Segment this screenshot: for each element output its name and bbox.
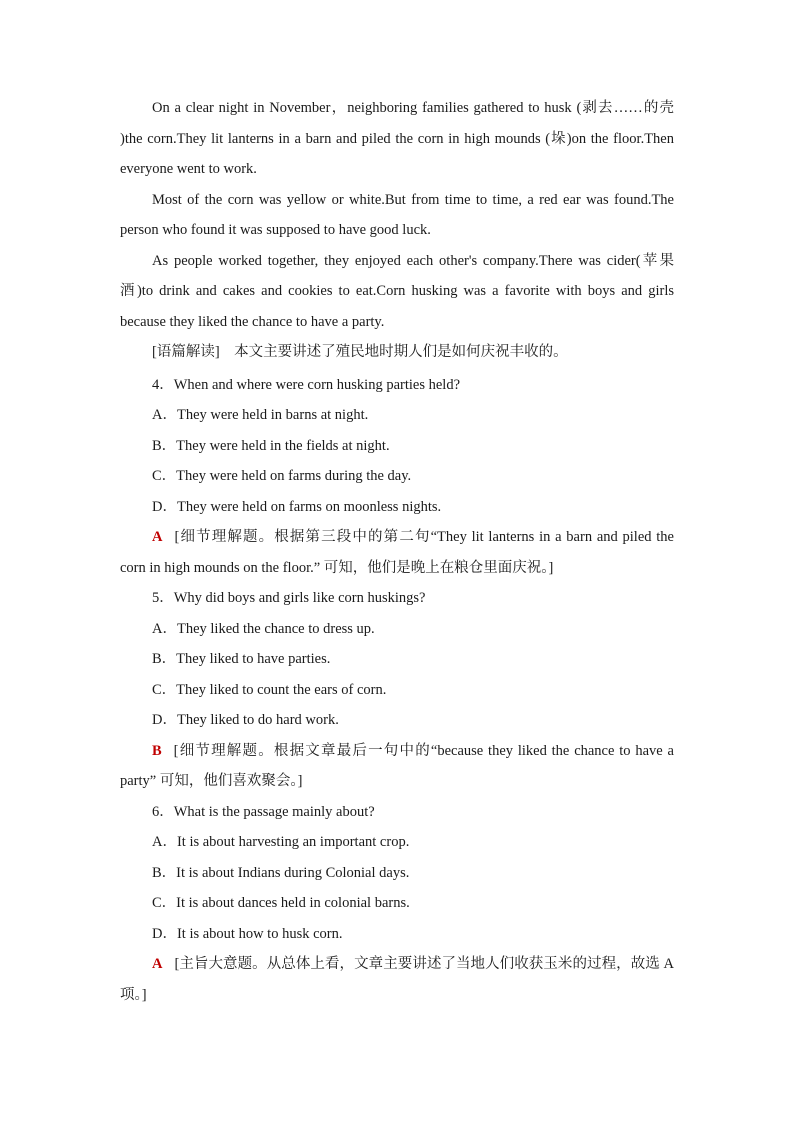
answer-explanation	[120, 522, 674, 583]
option-d: D．They liked to do hard work.	[152, 712, 339, 728]
question-4	[120, 370, 674, 584]
explanation-text: [细节理解题。根据文章最后一句中的“because they liked the chance to have a party” 可知，他们喜欢聚会。]	[120, 742, 674, 789]
question-stem: 6．What is the passage mainly about?	[152, 803, 375, 820]
answer-letter: A	[152, 529, 163, 545]
option-a: A．It is about harvesting an important crop.	[152, 834, 410, 850]
option-b: B．They liked to have parties.	[152, 651, 331, 667]
passage-paragraph-1: On a clear night in November，neighboring families gathered to husk (剥去……的壳 )the corn.They lit lanterns in a barn and piled the corn in high mounds (垛)on the floor.Then everyone went to work.	[120, 100, 674, 177]
explanation-text: [细节理解题。根据第三段中的第二句“They lit lanterns in a barn and piled the corn in high mounds on the floor.” 可知，他们是晚上在粮仓里面庆祝。]	[120, 529, 674, 576]
explanation-text: [主旨大意题。从总体上看，文章主要讲述了当地人们收获玉米的过程，故选 A 项。]	[120, 956, 674, 1003]
option-d: D．They were held on farms on moonless nights.	[152, 498, 442, 515]
question-stem: 4．When and where were corn husking parties held?	[152, 376, 461, 393]
option-b: B．They were held in the fields at night.	[152, 437, 390, 454]
option-a: A．They were held in barns at night.	[152, 407, 369, 423]
option-c: C．They liked to count the ears of corn.	[152, 681, 387, 698]
passage-paragraph-2: Most of the corn was yellow or white.But from time to time, a red ear was found.The person who found it was supposed to have good luck.	[120, 191, 674, 238]
answer-explanation	[120, 736, 674, 797]
question-6	[120, 797, 674, 1011]
option-c: C．They were held on farms during the day.	[152, 468, 412, 484]
passage-summary-note: [语篇解读] 本文主要讲述了殖民地时期人们是如何庆祝丰收的。	[152, 344, 568, 360]
answer-letter: A	[152, 956, 163, 972]
option-d: D．It is about how to husk corn.	[152, 925, 343, 942]
option-a: A．They liked the chance to dress up.	[152, 620, 375, 637]
option-b: B．It is about Indians during Colonial days.	[152, 864, 410, 881]
answer-letter: B	[152, 742, 162, 759]
question-stem: 5．Why did boys and girls like corn huskings?	[152, 590, 426, 606]
option-c: C．It is about dances held in colonial barns.	[152, 895, 410, 911]
passage-paragraph-3: As people worked together, they enjoyed each other's company.There was cider(苹果酒)to drink and cakes and cookies to eat.Corn husking was a favorite with boys and girls because they liked the chance to have a party.	[120, 252, 674, 330]
reading-section	[120, 93, 674, 1010]
answer-explanation	[120, 949, 674, 1010]
question-5	[120, 583, 674, 797]
